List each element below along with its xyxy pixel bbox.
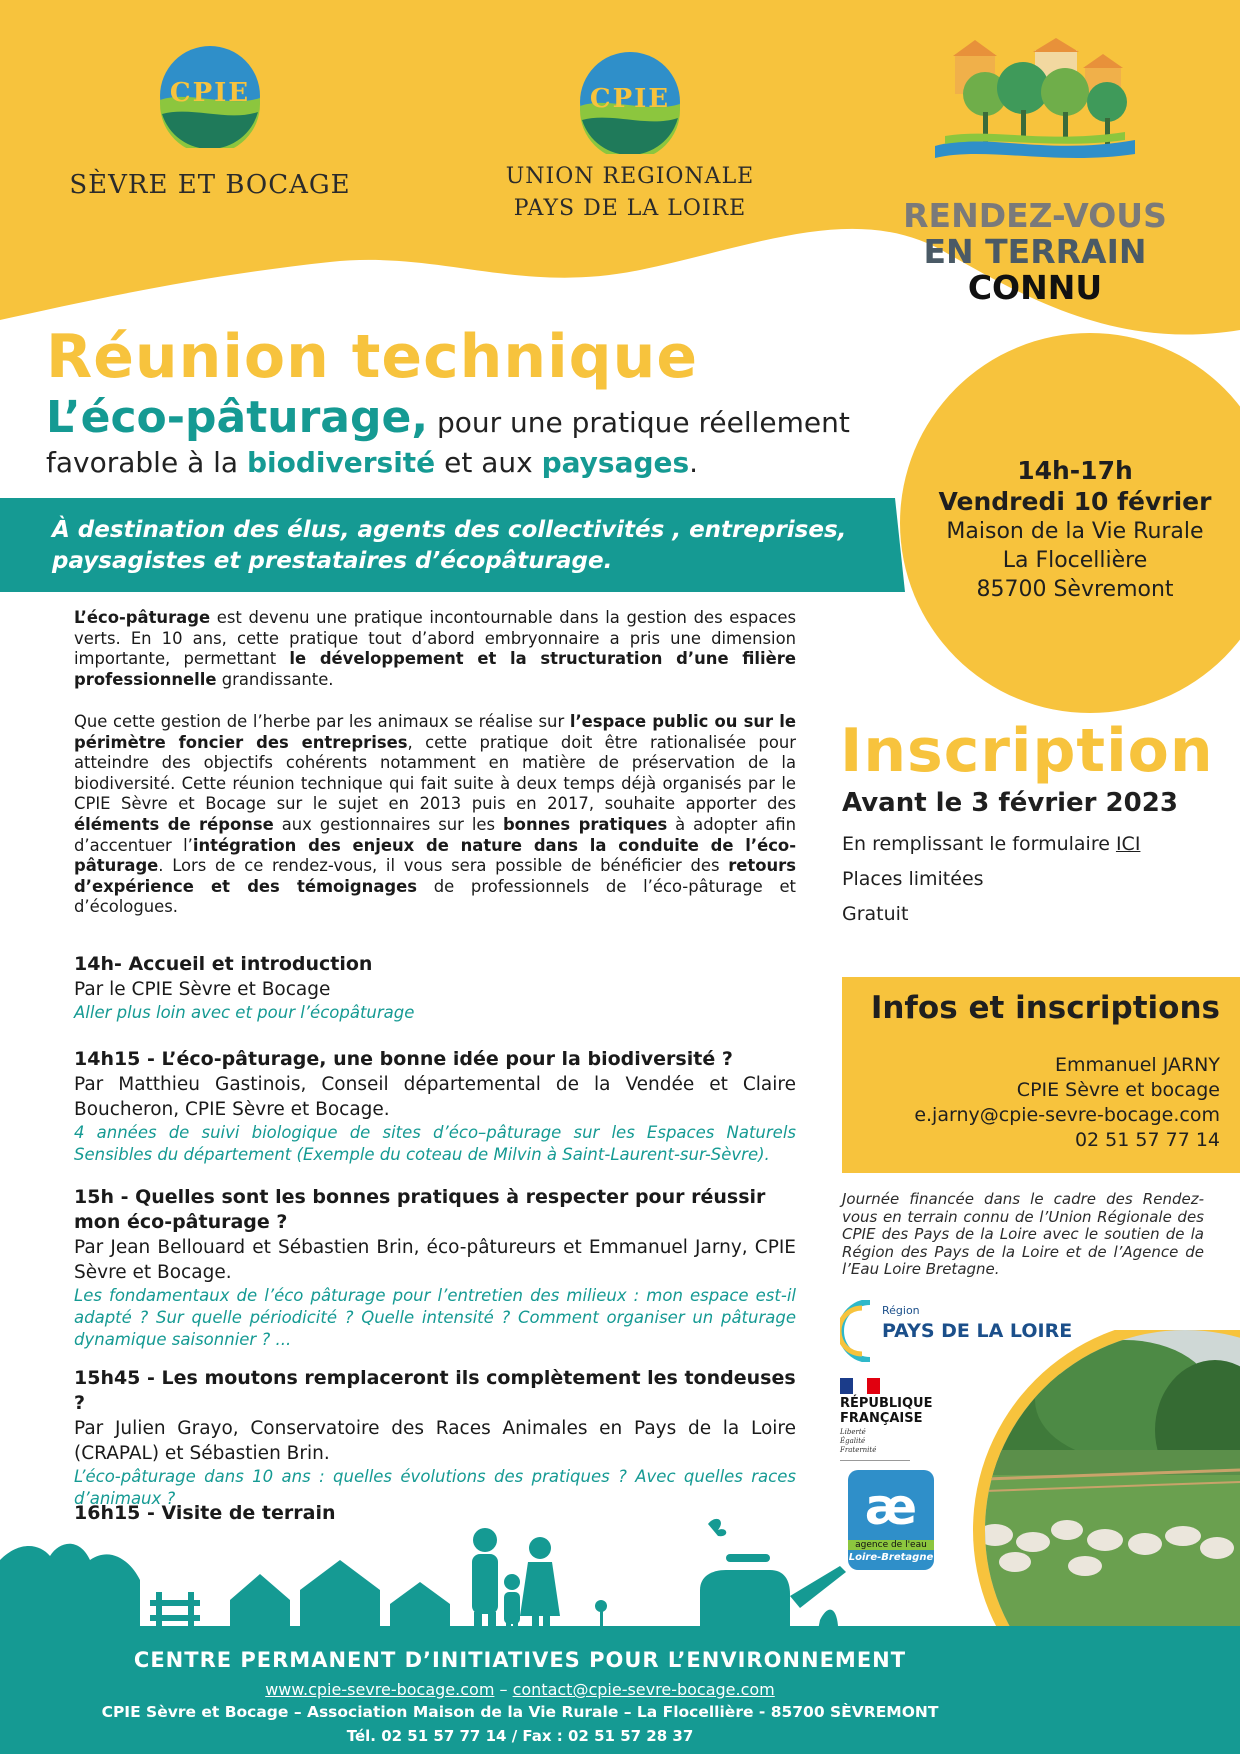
intro-bold: intégration des enjeux de nature dans la conduite de l’éco-pâturage [74, 835, 796, 876]
intro-bold: le développement et la structuration d’une filière professionnelle [74, 649, 796, 689]
program-description: Aller plus loin avec et pour l’écopâturage [74, 1003, 415, 1022]
audience-line-1: À destination des élus, agents des collectivités , entreprises, [52, 517, 847, 543]
cpie-union-regionale-logo[interactable] [480, 46, 780, 226]
rvtc-line2: EN TERRAIN [923, 232, 1147, 271]
village-trees-icon [925, 36, 1145, 166]
agence-ae-mark: æ [864, 1478, 918, 1536]
program-description: 4 années de suivi biologique de sites d’éco–pâturage sur les Espaces Naturels Sensibles du département (Exemple du coteau de Milvin à Saint-Laurent-sur-Sèvre). [74, 1123, 796, 1164]
marianne-flag-icon [840, 1378, 880, 1394]
rvtc-line1: RENDEZ-VOUS [903, 196, 1167, 235]
inscription-form-line [842, 833, 1140, 855]
intro-bold: retours d’expérience et des témoignages [74, 856, 796, 896]
footer-title: CENTRE PERMANENT D’INITIATIVES POUR L’ENVIRONNEMENT [133, 1648, 907, 1672]
subtitle-end: . [689, 446, 699, 479]
region-arc-icon [840, 1300, 876, 1362]
intro-text: . Lors de ce rendez-vous, il vous sera possible de bénéficier des [158, 856, 729, 876]
rf-motto3: Fraternité [840, 1446, 877, 1454]
program-heading: 16h15 - Visite de terrain [74, 1502, 336, 1524]
inscription-form-text: En remplissant le formulaire [842, 833, 1116, 855]
program-item-1 [74, 952, 796, 1024]
subtitle-text-2: favorable à la [46, 446, 247, 479]
cpie-logo-letters: CPIE [169, 78, 251, 108]
event-time: 14h-17h [1017, 456, 1133, 485]
infos-contact-org: CPIE Sèvre et bocage [1016, 1079, 1220, 1101]
intro-text: grandissante. [216, 669, 334, 689]
rendez-vous-terrain-connu-logo[interactable] [890, 36, 1180, 306]
intro-paragraph-1 [74, 608, 796, 690]
inscription-title: Inscription [840, 716, 1214, 786]
intro-text: est devenu une pratique incontournable dans la gestion des espaces verts. En 10 ans, cette pratique tout d’abord embryonnaire a pris une dimension importante, permettant [74, 608, 796, 669]
funding-note: Journée financée dans le cadre des Rendez-vous en terrain connu de l’Union Régionale des CPIE des Pays de la Loire avec le soutien de la Région des Pays de la Loire et de l’Agence de l’Eau Loire Bretagne. [842, 1190, 1204, 1278]
subtitle-text-3: et aux [435, 446, 542, 479]
program-item-2 [74, 1047, 796, 1166]
program-heading: 14h15 - L’éco-pâturage, une bonne idée pour la biodiversité ? [74, 1048, 733, 1070]
footer-website-link[interactable]: www.cpie-sevre-bocage.com [265, 1680, 495, 1699]
left-logo-caption: SÈVRE ET BOCAGE [69, 170, 351, 200]
program-item-3 [74, 1185, 796, 1351]
center-logo-caption-line2: PAYS DE LA LOIRE [513, 196, 747, 221]
infos-contact-phone: 02 51 57 77 14 [1074, 1129, 1220, 1151]
intro-text: à adopter afin d’accentuer l’ [74, 814, 797, 855]
region-label: PAYS DE LA LOIRE [882, 1320, 1073, 1342]
program-speakers: Par Julien Grayo, Conservatoire des Races Animales en Pays de la Loire (CRAPAL) et Sébastien Brin. [74, 1418, 796, 1464]
subtitle-text-1: pour une pratique réellement [428, 406, 850, 439]
rf-motto2: Égalité [840, 1437, 866, 1445]
page-subtitle [46, 392, 906, 483]
program-heading: 14h- Accueil et introduction [74, 953, 373, 975]
program-speakers: Par le CPIE Sèvre et Bocage [74, 979, 331, 1000]
infos-contact-email[interactable]: e.jarny@cpie-sevre-bocage.com [914, 1104, 1220, 1126]
footer-email-link[interactable]: contact@cpie-sevre-bocage.com [512, 1680, 775, 1699]
region-label-small: Région [882, 1304, 920, 1317]
republique-francaise-logo [840, 1378, 950, 1458]
rf-motto1: Liberté [840, 1428, 866, 1436]
cpie-logo-letters: CPIE [589, 84, 671, 114]
event-details [920, 455, 1230, 604]
intro-text: , cette pratique doit être rationalisée pour atteindre des objectifs cohérents notamment en matière de préservation de la biodiversité. Cette réunion technique qui fait suite à deux temps déjà organisés par le CPIE Sèvre et Bocage sur le sujet en 2013 puis en 2017, souhaite apporter des [74, 732, 796, 814]
intro-text: de professionnels de l’éco-pâturage et d’écologues. [74, 876, 796, 917]
rvtc-line3: CONNU [967, 268, 1103, 307]
program-speakers: Par Jean Bellouard et Sébastien Brin, éco-pâtureurs et Emmanuel Jarny, CPIE Sèvre et Bocage. [74, 1237, 796, 1283]
program-heading: 15h - Quelles sont les bonnes pratiques à respecter pour réussir mon éco-pâturage ? [74, 1186, 766, 1233]
event-place-1: Maison de la Vie Rurale [946, 519, 1204, 544]
intro-text: Que cette gestion de l’herbe par les animaux se réalise sur [74, 712, 570, 731]
event-place-3: 85700 Sèvremont [976, 577, 1174, 602]
cpie-sevre-bocage-logo[interactable] [60, 40, 360, 210]
footer-silhouette [0, 1500, 1240, 1640]
inscription-places: Places limitées [842, 868, 984, 890]
agence-line1: agence de l'eau [848, 1540, 934, 1550]
intro-paragraph-2 [74, 712, 796, 918]
agence-line2: Loire-Bretagne [848, 1552, 934, 1563]
footer-links [0, 1680, 1040, 1699]
inscription-deadline: Avant le 3 février 2023 [842, 788, 1178, 818]
subtitle-paysages: paysages [541, 446, 690, 479]
intro-bold: éléments de réponse [74, 814, 274, 834]
rf-line2: FRANÇAISE [840, 1411, 923, 1426]
footer-phone: Tél. 02 51 57 77 14 / Fax : 02 51 57 28 37 [346, 1727, 694, 1745]
program-speakers: Par Matthieu Gastinois, Conseil départemental de la Vendée et Claire Boucheron, CPIE Sèvre et Bocage. [74, 1074, 796, 1120]
subtitle-biodiversite: biodiversité [246, 446, 436, 479]
program-heading: 15h45 - Les moutons remplaceront ils complètement les tondeuses ? [74, 1367, 796, 1414]
subtitle-eco-paturage: L’éco-pâturage, [46, 392, 429, 443]
program-description: Les fondamentaux de l’éco pâturage pour l’entretien des milieux : mon espace est-il adapté ? Sur quelle périodicité ? Quelle intensité ? Comment organiser un pâturage dynamique saisonnier ? ... [74, 1286, 796, 1349]
intro-bold: L’éco-pâturage [74, 608, 211, 627]
footer-address: CPIE Sèvre et Bocage – Association Maison de la Vie Rurale – La Flocellière - 85700 SÈVREMONT [101, 1703, 939, 1721]
center-logo-caption-line1: UNION REGIONALE [505, 164, 755, 189]
page-title: Réunion technique [46, 322, 699, 392]
footer-separator: – [494, 1680, 513, 1699]
audience-line-2: paysagistes et prestataires d’écopâturage. [52, 548, 613, 574]
intro-bold: l’espace public ou sur le périmètre foncier des entreprises [74, 712, 796, 752]
event-day: Vendredi 10 février [938, 487, 1212, 516]
partner-divider [840, 1460, 910, 1461]
intro-text: aux gestionnaires sur les [273, 814, 503, 834]
infos-title: Infos et inscriptions [870, 990, 1220, 1026]
rf-line1: RÉPUBLIQUE [840, 1396, 933, 1411]
inscription-form-link[interactable]: ICI [1115, 833, 1141, 855]
infos-contact-name: Emmanuel JARNY [1054, 1054, 1220, 1076]
inscription-free: Gratuit [842, 903, 909, 925]
program-description: L’éco-pâturage dans 10 ans : quelles évolutions des pratiques ? Avec quelles races d’animaux ? [74, 1467, 796, 1508]
audience-text [52, 515, 872, 577]
program-item-4 [74, 1366, 796, 1510]
event-place-2: La Flocellière [1002, 548, 1148, 573]
intro-bold: bonnes pratiques [502, 814, 668, 834]
